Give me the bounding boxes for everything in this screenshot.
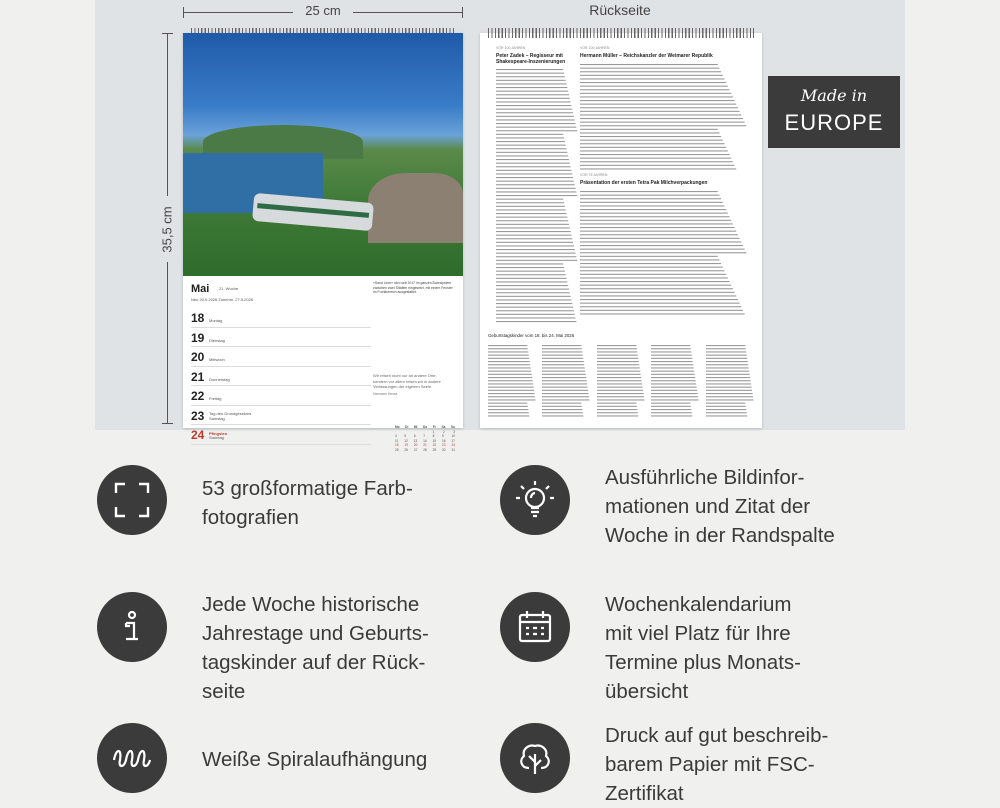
birthday-column: [542, 343, 590, 419]
mini-calendar-cell: 17: [451, 438, 455, 443]
mini-calendar-cell: Fr: [432, 425, 436, 429]
mini-calendar-cell: 16: [441, 438, 446, 443]
mini-calendar-cell: 24: [451, 443, 455, 447]
birthday-column: [651, 343, 699, 419]
day-row: [191, 406, 371, 426]
mini-calendar-cell: 29: [432, 447, 437, 452]
mini-calendar-cell: 6: [413, 434, 416, 438]
day-name: Montag: [209, 318, 223, 323]
mini-calendar-cell: 2: [442, 429, 445, 434]
mini-calendar-cell: 7: [423, 434, 425, 438]
mini-calendar-cell: So: [450, 425, 455, 429]
mini-calendar-cell: 14: [423, 438, 427, 443]
birthday-column: [597, 343, 645, 419]
day-name: Dienstag: [209, 337, 225, 343]
mini-calendar-cell: 19: [404, 443, 408, 447]
moon-phase-line: Neu 20.5.2026 Zunehm. 27.5.2026: [191, 297, 254, 302]
day-number: 23: [191, 408, 205, 423]
mini-calendar-cell: 3: [453, 429, 455, 434]
birthday-list: [488, 343, 754, 419]
mini-calendar-cell: 30: [442, 447, 446, 452]
day-name: Samstag: [209, 415, 225, 421]
mini-calendar-cell: 20: [413, 443, 418, 447]
made-in-europe-badge: [768, 76, 900, 148]
mini-calendar-cell: Sa: [441, 425, 446, 429]
height-dimension-label: [150, 196, 184, 262]
article-text-block: [580, 189, 748, 317]
day-row: [191, 328, 371, 348]
day-name: Sonntag: [209, 435, 224, 440]
section-headline: Hermann Müller – Reichskanzler der Weimarer Republik: [580, 53, 713, 59]
day-number: 20: [191, 350, 205, 364]
section-headline: Präsentation der ersten Tetra Pak Milchverpackungen: [580, 180, 708, 186]
mini-calendar-cell: 22: [432, 443, 437, 447]
month-name: Mai: [191, 283, 210, 295]
feature-text: Wochenkalendarium mit viel Platz für Ihre Termine plus Monats- übersicht: [605, 593, 801, 703]
width-dimension-tick: [462, 7, 463, 18]
birthday-column: [488, 343, 536, 419]
mini-calendar-cell: 23: [442, 443, 446, 447]
mini-calendar-cell: 15: [432, 438, 437, 443]
section-headline: Peter Zadek – Regisseur mit Shakespeare-Inszenierungen: [496, 53, 566, 65]
height-dimension-text: 35,5 cm: [159, 205, 175, 253]
section-label: VOR 100 JAHREN: [496, 46, 526, 50]
width-dimension-tick: [183, 7, 184, 18]
feature-text: 53 großformatige Farb- fotografien: [202, 477, 413, 529]
mini-calendar-row: [395, 448, 455, 453]
spiral-binding-icon: [97, 723, 167, 793]
quote-text: Wir reisen nicht nur an andere Orte, sondern vor allem reisen wir in andere Verfassungen der eigenen Seele.: [373, 373, 441, 389]
day-holiday: Tag des Grundgesetzes: [209, 410, 252, 416]
landscape-photo: [183, 33, 463, 276]
width-dimension-label: 25 cm: [293, 3, 353, 21]
mini-calendar-cell: 4: [395, 434, 397, 438]
mini-calendar-cell: 11: [395, 438, 399, 443]
day-row: [191, 367, 371, 387]
mini-calendar-cell: 18: [395, 443, 399, 447]
section-label: VOR 100 JAHREN: [580, 46, 610, 50]
day-name: Freitag: [209, 396, 222, 401]
day-row: [191, 308, 371, 328]
europe-label: EUROPE: [784, 110, 884, 135]
mini-calendar-cell: 25: [395, 447, 399, 452]
height-dimension-tick: [162, 33, 173, 34]
mini-calendar-cell: Do: [422, 425, 428, 429]
photo-caption: »Sand Liner« wird seit 2017 im ganzen Bahnsystem zwischen zwei Städten eingesetzt, mit einem Fenster im Frontbereich ausgestattet.: [373, 281, 453, 295]
mini-calendar-cell: 26: [404, 447, 408, 452]
day-holiday: Pfingsten: [209, 431, 228, 436]
spiral-binding: [488, 28, 754, 38]
feature-text: Druck auf gut beschreib- barem Papier mit FSC- Zertifikat: [605, 724, 829, 805]
section-label: VOR 75 JAHREN: [580, 173, 608, 177]
day-row: [191, 425, 371, 445]
article-text-block: [580, 62, 748, 170]
calendar-front-page: [183, 33, 463, 452]
article-text-block: [496, 67, 578, 323]
height-dimension-tick: [162, 423, 173, 424]
expand-frame-icon: [97, 465, 167, 535]
day-row: [191, 347, 371, 367]
mini-calendar-cell: 9: [442, 434, 444, 438]
calendar-back-page: [480, 33, 762, 428]
day-list: [191, 308, 371, 445]
mini-calendar-cell: 8: [432, 434, 435, 438]
day-name: Mittwoch: [209, 357, 225, 362]
mini-calendar-cell: 1: [432, 429, 435, 434]
info-icon: [97, 592, 167, 662]
mini-calendar-cell: Mi: [413, 425, 418, 429]
feature-text: Weiße Spiralaufhängung: [202, 748, 428, 771]
mini-calendar-cell: 21: [423, 443, 427, 447]
calendar-icon: [500, 592, 570, 662]
mini-calendar-cell: Di: [405, 425, 409, 429]
feature-text: Jede Woche historische Jahrestage und Geburts- tagskinder auf der Rück- seite: [202, 593, 429, 703]
birthday-column: [706, 343, 754, 419]
mini-month-calendar: [395, 425, 455, 452]
feature-text: Ausführliche Bildinfor- mationen und Zitat der Woche in der Randspalte: [605, 466, 835, 547]
made-in-label: Made in: [800, 86, 868, 105]
birthday-list-title: Geburtstagskinder vom 18. bis 24. Mai 2026: [488, 333, 575, 338]
quote-of-the-week: [373, 373, 448, 397]
day-number: 18: [191, 311, 205, 325]
photo-train-stripe: [257, 203, 369, 218]
day-number: 19: [191, 330, 205, 345]
mini-calendar-cell: 28: [423, 447, 427, 452]
mini-calendar-cell: 12: [404, 438, 408, 443]
day-name: Donnerstag: [209, 376, 230, 382]
photo-rocks: [368, 173, 463, 243]
quote-author: Hermann Hesse: [373, 391, 398, 396]
photo-train: [252, 193, 374, 231]
mini-calendar-cell: 27: [413, 447, 418, 452]
mini-calendar-cell: 5: [404, 434, 407, 438]
day-number: 22: [191, 389, 205, 403]
day-row: [191, 386, 371, 406]
week-label: 21. Woche: [219, 286, 239, 291]
mini-calendar-cell: 10: [451, 434, 455, 438]
mini-calendar-cell: 13: [413, 438, 418, 443]
mini-calendar-cell: Mo: [395, 425, 400, 429]
tree-icon: [500, 723, 570, 793]
mini-calendar-cell: 31: [451, 447, 455, 452]
lightbulb-icon: [500, 465, 570, 535]
back-side-label: Rückseite: [589, 2, 651, 18]
day-number: 24: [191, 428, 205, 442]
day-number: 21: [191, 369, 205, 384]
